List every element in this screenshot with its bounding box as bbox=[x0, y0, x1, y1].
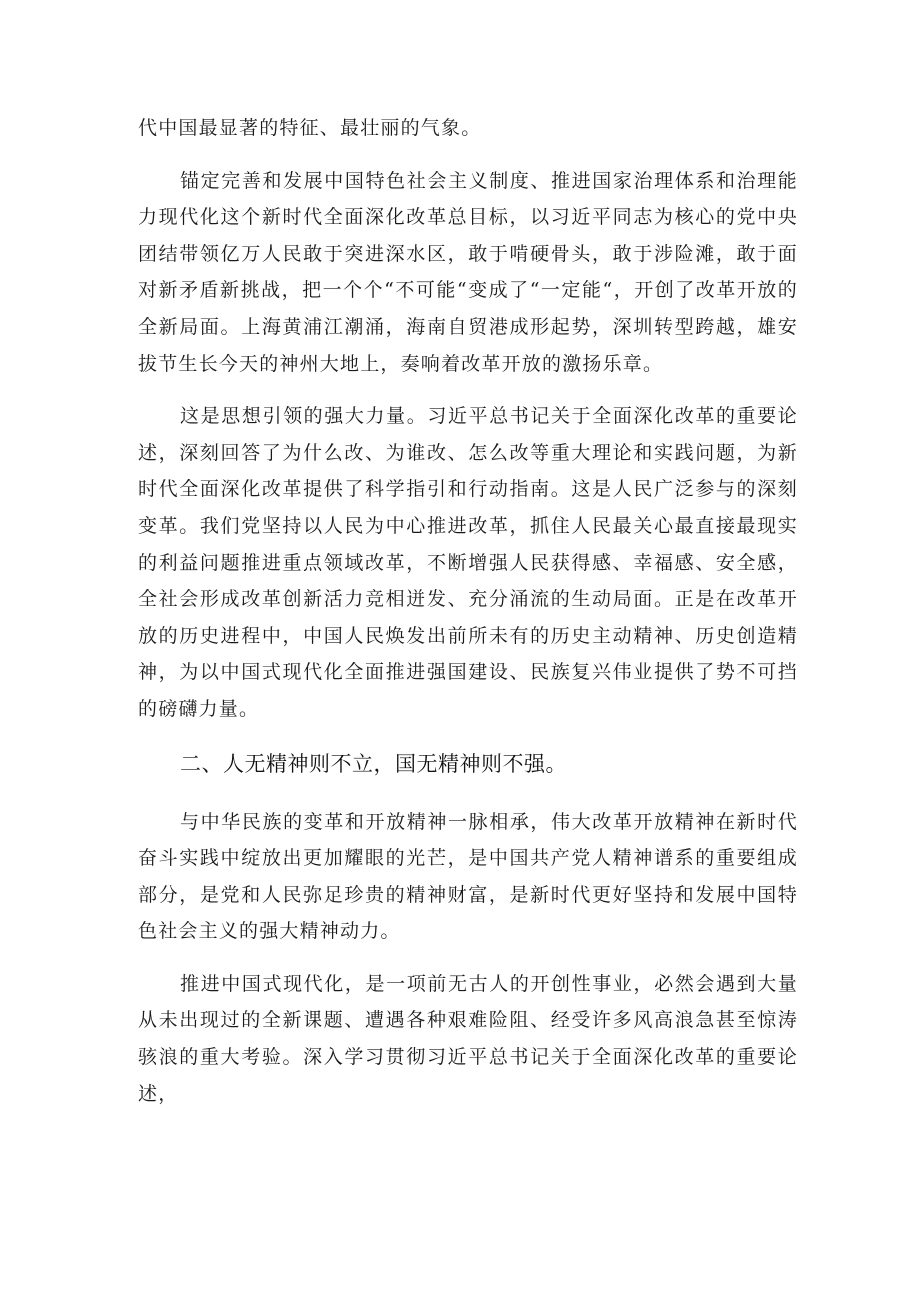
paragraph-thought-leadership: 这是思想引领的强大力量。习近平总书记关于全面深化改革的重要论述，深刻回答了为什么改、为谁改、怎么改等重大理论和实践问题，为新时代全面深化改革提供了科学指引和行动指南。这是人民广泛参与的深刻变革。我们党坚持以人民为中心推进改革，抓住人民最关心最直接最现实的利益问题推进重点领域改革，不断增强人民获得感、幸福感、安全感，全社会形成改革创新活力竞相迸发、充分涌流的生动局面。正是在改革开放的历史进程中，中国人民焕发出前所未有的历史主动精神、历史创造精神，为以中国式现代化全面推进强国建设、民族复兴伟业提供了势不可挡的磅礴力量。 bbox=[138, 405, 798, 720]
paragraph-continuation: 代中国最显著的特征、最壮丽的气象。 bbox=[138, 117, 482, 139]
paragraph-spacer bbox=[138, 950, 798, 966]
paragraph-modernization: 推进中国式现代化，是一项前无古人的开创性事业，必然会遇到大量从未出现过的全新课题、遭遇各种艰难险阻、经受许多风高浪急甚至惊涛骇浪的重大考验。深入学习贯彻习近平总书记关于全面深化改革的重要论述， bbox=[138, 972, 798, 1105]
paragraph-spacer bbox=[138, 382, 798, 398]
section-heading: 二、人无精神则不立，国无精神则不强。 bbox=[180, 751, 567, 776]
heading-spacer bbox=[138, 728, 798, 746]
document-body bbox=[138, 110, 798, 1112]
heading-spacer bbox=[138, 782, 798, 804]
paragraph-spacer bbox=[138, 147, 798, 163]
paragraph-reform-goal: 锚定完善和发展中国特色社会主义制度、推进国家治理体系和治理能力现代化这个新时代全面深化改革总目标，以习近平同志为核心的党中央团结带领亿万人民敢于突进深水区，敢于啃硬骨头，敢于涉险滩，敢于面对新矛盾新挑战，把一个个“不可能“变成了“一定能“，开创了改革开放的全新局面。上海黄浦江潮涌，海南自贸港成形起势，深圳转型跨越，雄安拔节生长今天的神州大地上，奏响着改革开放的激扬乐章。 bbox=[138, 169, 798, 375]
paragraph-reform-spirit: 与中华民族的变革和开放精神一脉相承，伟大改革开放精神在新时代奋斗实践中绽放出更加耀眼的光芒，是中国共产党人精神谱系的重要组成部分，是党和人民弥足珍贵的精神财富，是新时代更好坚持和发展中国特色社会主义的强大精神动力。 bbox=[138, 810, 798, 943]
